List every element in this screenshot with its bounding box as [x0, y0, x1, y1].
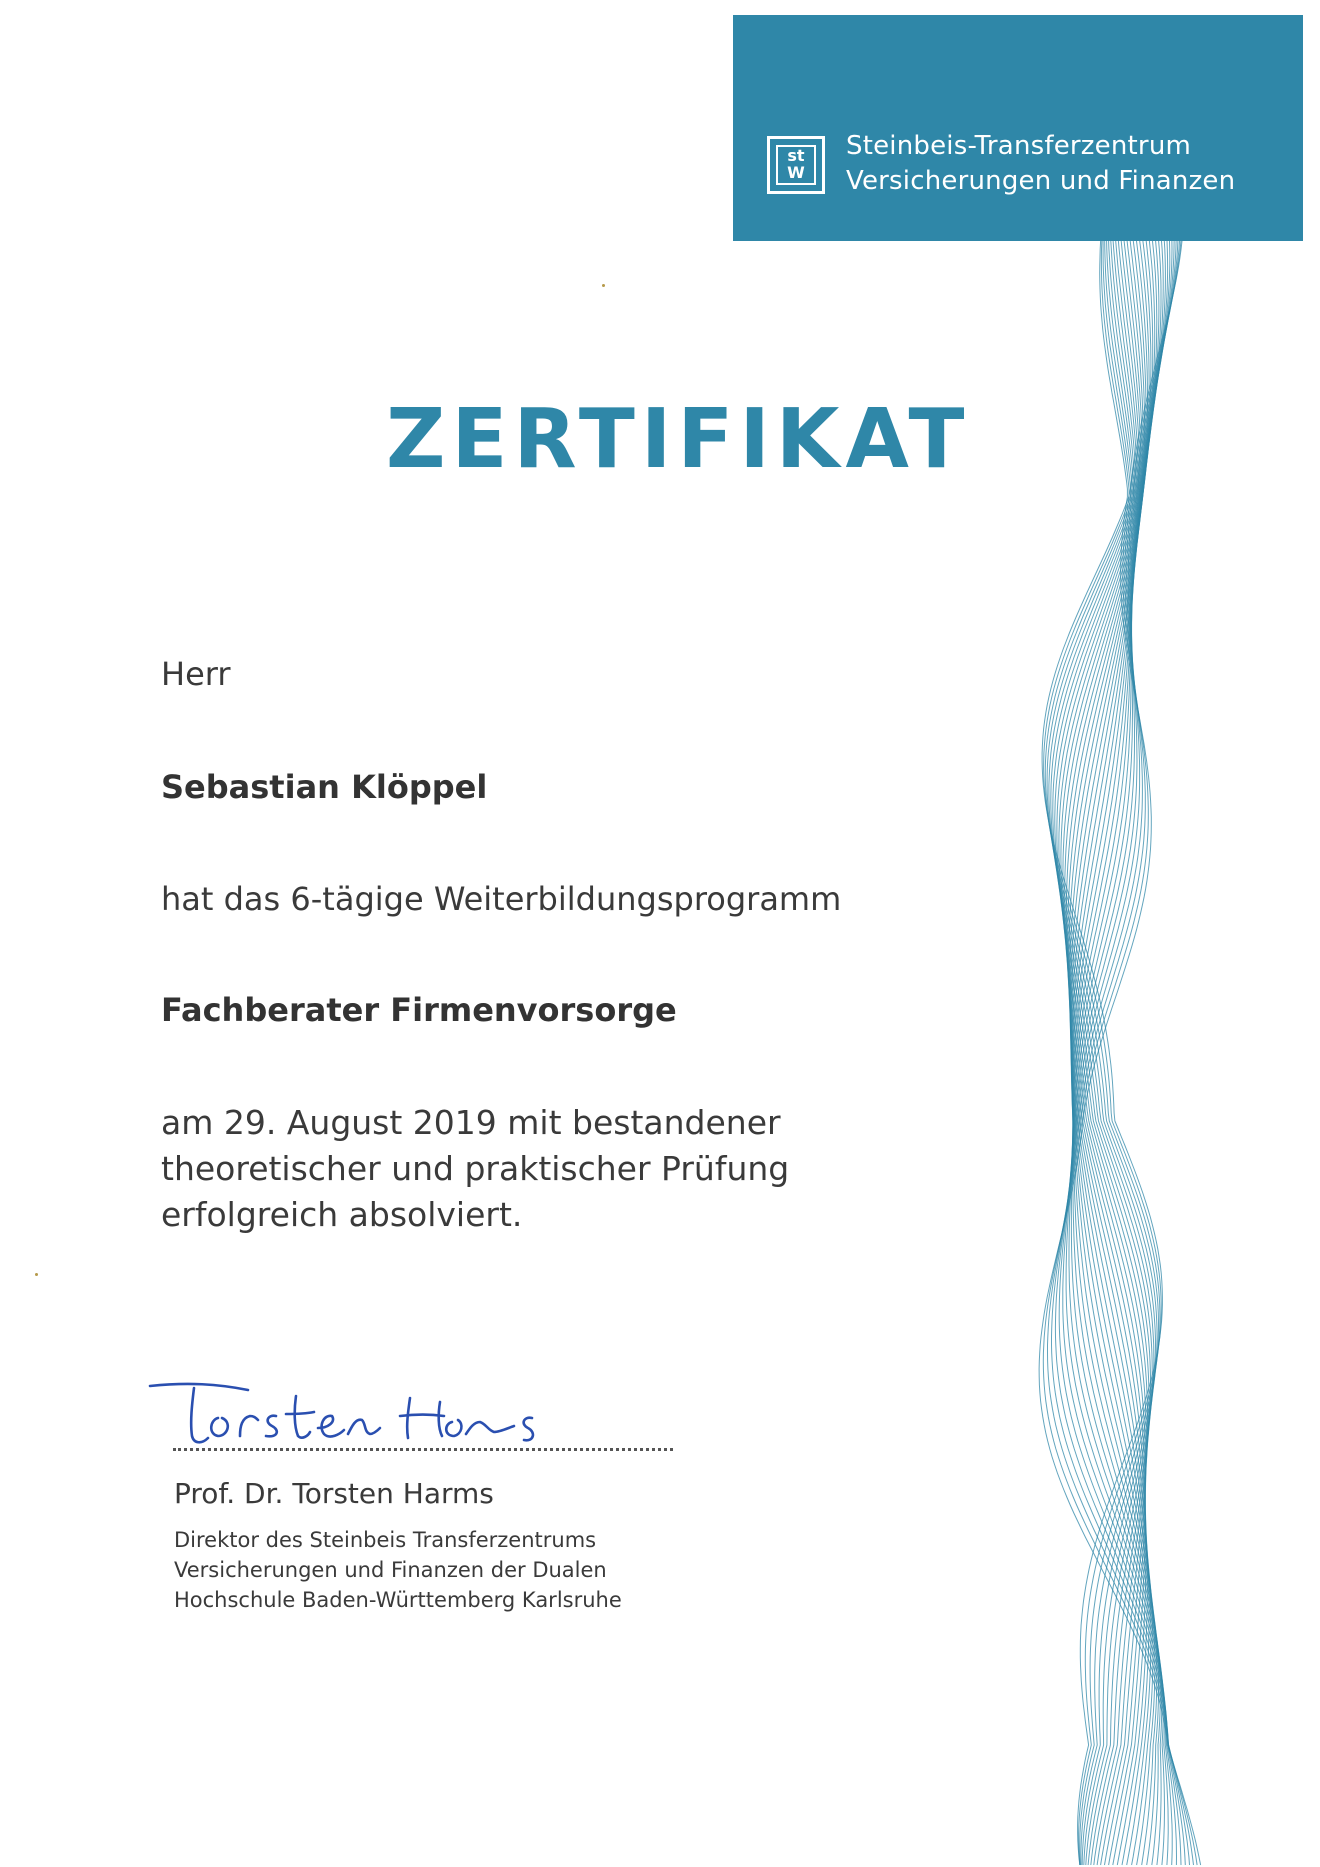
- program-statement: hat das 6-tägige Weiterbildungsprogramm: [161, 880, 842, 918]
- logo-top-text: st: [787, 146, 805, 165]
- wave-line: [1042, 241, 1182, 1865]
- wave-line: [1043, 241, 1197, 1865]
- wave-line: [1044, 241, 1181, 1865]
- completion-line: am 29. August 2019 mit bestandener: [161, 1103, 781, 1142]
- certificate-title: ZERTIFIKAT: [386, 392, 971, 487]
- scan-speck: [602, 284, 605, 287]
- completion-line: erfolgreich absolviert.: [161, 1195, 523, 1234]
- wave-line: [1051, 241, 1174, 1865]
- handwritten-signature: [148, 1374, 568, 1454]
- wave-line: [1045, 241, 1179, 1865]
- signatory-role-line: Direktor des Steinbeis Transferzentrums: [174, 1528, 597, 1552]
- program-name: Fachberater Firmenvorsorge: [161, 991, 677, 1029]
- signatory-role: [174, 1525, 622, 1615]
- logo-bottom-text: W: [787, 163, 805, 182]
- salutation: Herr: [161, 655, 231, 693]
- signatory-name: Prof. Dr. Torsten Harms: [174, 1477, 494, 1510]
- wave-line: [1048, 241, 1194, 1865]
- organization-name: Steinbeis-Transferzentrum: [846, 131, 1192, 161]
- wave-line: [1047, 241, 1178, 1865]
- signatory-role-line: Versicherungen und Finanzen der Dualen: [174, 1558, 607, 1582]
- wave-line: [1049, 241, 1176, 1865]
- signatory-role-line: Hochschule Baden-Württemberg Karlsruhe: [174, 1588, 622, 1612]
- signature-line: [173, 1448, 673, 1451]
- wave-line: [1039, 241, 1201, 1865]
- decorative-wave-graphic: [960, 241, 1305, 1867]
- stw-logo: [767, 136, 825, 194]
- completion-line: theoretischer und praktischer Prüfung: [161, 1149, 790, 1188]
- completion-text: [161, 1100, 789, 1238]
- header-banner: [733, 15, 1303, 241]
- scan-speck: [35, 1273, 38, 1276]
- organization-subtitle: Versicherungen und Finanzen: [846, 166, 1236, 196]
- stw-logo-mark: [776, 145, 816, 185]
- recipient-name: Sebastian Klöppel: [161, 768, 488, 806]
